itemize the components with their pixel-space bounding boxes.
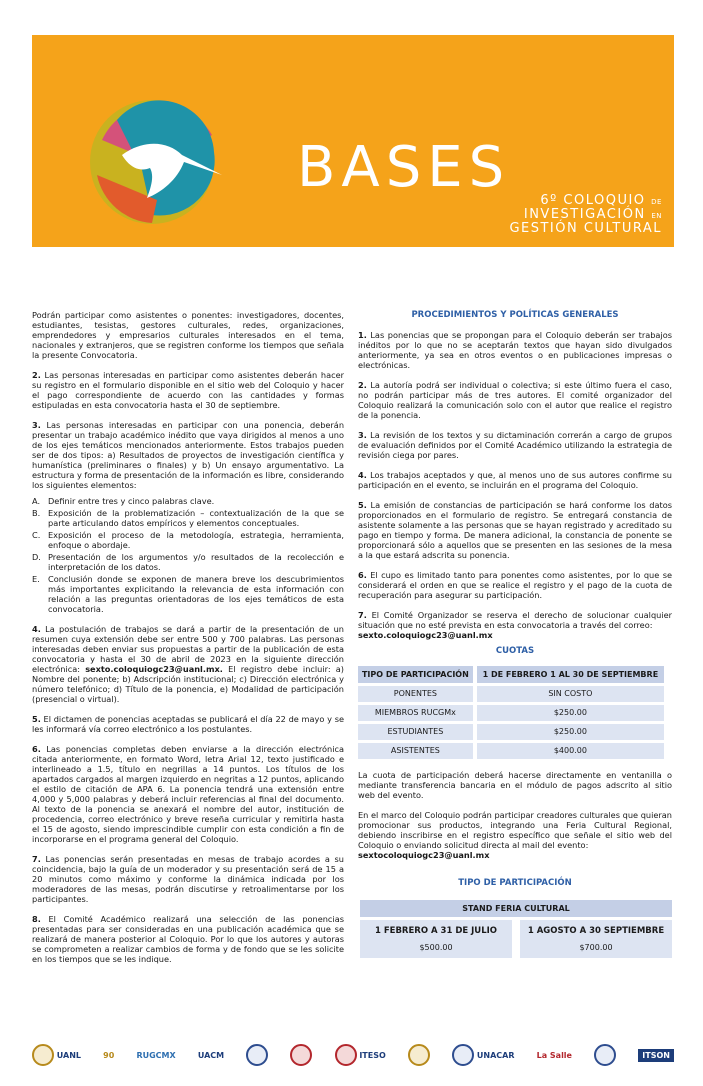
elements-list — [32, 496, 344, 614]
paragraph-8: 8. El Comité Académico realizará una selección de las ponencias presentadas para ser consideradas en una publicación académica que se realizará de manera posterior al Coloquio. Por lo que los autores y autoras se comprometen a realizar cambios de forma y de fondo que se les solicite en los tiempos que se les indique. — [32, 914, 344, 964]
email-link[interactable]: sexto.coloquiogc23@uanl.mx. — [85, 664, 223, 674]
list-item: D. Presentación de los argumentos y/o resultados de la recolección e interpretación de los datos. — [32, 552, 344, 572]
coloquio-line-1: 6º COLOQUIO DE — [540, 193, 662, 208]
list-item: B. Exposición de la problematización – contextualización de la que se parte articulando datos empíricos y elementos conceptuales. — [32, 508, 344, 528]
rule-7: 7. El Comité Organizador se reserva el derecho de solucionar cualquier situación que no esté prevista en esta convocatoria a través del correo: sexto.coloquiogc23@uanl.mx — [358, 610, 673, 640]
fair-paragraph: En el marco del Coloquio podrán participar creadores culturales que quieran promocionar sus productos, integrando una Feria Cultural Regional, debiendo inscribirse en el registro específico que señale el sitio web del Coloquio o enviando solicitud directa al mail del evento: sextocoloquiogc23@uanl.mx — [358, 810, 672, 860]
rugcmx-logo: RUGCMX — [136, 1050, 176, 1060]
lasalle-logo: La Salle — [536, 1050, 572, 1060]
red-seal-logo — [290, 1044, 312, 1066]
list-item: A. Definir entre tres y cinco palabras clave. — [32, 496, 215, 506]
rule-4: 4. Los trabajos aceptados y que, al menos uno de sus autores confirme su participación en el evento, se incluirán en el programa del Coloquio. — [358, 470, 672, 490]
gold-seal-logo — [408, 1044, 430, 1066]
itson-logo: ITSON — [638, 1049, 674, 1062]
payment-paragraph: La cuota de participación deberá hacerse directamente en ventanilla o mediante transferencia bancaria en el módulo de pagos adscrito al sitio web del evento. — [358, 770, 672, 800]
rule-6: 6. El cupo es limitado tanto para ponentes como asistentes, por lo que se considerará el orden en que se realice el registro y el pago de la cuota de recuperación para asegurar su participación. — [358, 570, 672, 600]
rule-5: 5. La emisión de constancias de participación se hará conforme los datos proporcionados en el formulario de registro. Se entregará constancia de asistente solamente a las personas que se hayan registrado y acreditado su pago en tiempo y forma. De manera adicional, la constancia de ponente se proporcionará sólo a aquellos que se presenten en las sesiones de la mesa a la que estará adscrita su ponencia. — [358, 500, 672, 560]
table-row: ASISTENTES $400.00 — [358, 743, 664, 759]
rule-1: 1. Las ponencias que se propongan para el Coloquio deberán ser trabajos inéditos por lo que no se aceptarán textos que hayan sido divulgados anteriormente, ya sea en otros eventos o en publicaciones impresas o electrónicas. — [358, 330, 672, 370]
unacar-logo: UNACAR — [452, 1044, 514, 1066]
page-title: BASES — [297, 135, 511, 200]
paragraph-3: 3. Las personas interesadas en participar con una ponencia, deberán presentar un trabajo académico inédito que vaya dirigidos al menos a uno de los ejes temáticos mencionados anteriormente. Estos trabajos pueden ser de dos tipos: a) Resultados de proyectos de investigación científica y humanística (preliminares o finales) y b) Un ensayo argumentativo. La estructura y forma de presentación de la información es libre, considerando los siguientes elementos: — [32, 420, 345, 490]
rule-3: 3. La revisión de los textos y su dictaminación correrán a cargo de grupos de evaluación definidos por el Comité Académico utilizando la estrategia de revisión ciega por pares. — [358, 430, 672, 460]
paragraph-5: 5. El dictamen de ponencias aceptadas se publicará el día 22 de mayo y se les informará vía correo electrónico a los postulantes. — [32, 714, 344, 734]
stand-table — [360, 900, 672, 958]
table-row: ESTUDIANTES $250.00 — [358, 724, 664, 740]
paragraph-2: 2. Las personas interesadas en participar como asistentes deberán hacer su registro en el formulario disponible en el sitio web del Coloquio y hacer el pago correspondiente de acuerdo con las cantidades y formas estipuladas en esta convocatoria hasta el 30 de septiembre. — [32, 370, 345, 410]
coloquio-line-3: GESTIÓN CULTURAL — [509, 221, 662, 236]
hummingbird-logo — [82, 80, 232, 230]
header-banner — [32, 35, 674, 247]
paragraph-7: 7. Las ponencias serán presentadas en mesas de trabajo acordes a su coincidencia, bajo la guía de un moderador y su presentación será de 15 a 20 minutos como máximo y conforme la dinámica indicada por los moderadores de las mesas, podrán discutirse y retroalimentarse por los participantes. — [32, 854, 344, 904]
coloquio-line-2: INVESTIGACIÓN EN — [523, 207, 662, 222]
iteso-logo: ITESO — [335, 1044, 386, 1066]
paragraph-1: Podrán participar como asistentes o ponentes: investigadores, docentes, estudiantes, tesistas, gestores culturales, redes, organizaciones, emprendedores y empresarios culturales interesados en el tema, nacionales y extranjeros, que se registren conforme los tiempos que señala la presente Convocatoria. — [32, 310, 344, 360]
paragraph-6: 6. Las ponencias completas deben enviarse a la dirección electrónica citada anteriormente, en formato Word, letra Arial 12, texto justificado e interlineado a 1.5, título en negrillas a 14 puntos. Los títulos de los apartados cargados al margen izquierdo en negritas a 12 puntos, aplicando el estilo de citación de APA 6. La ponencia tendrá una extensión entre 4,000 y 5,000 palabras y deberá incluir referencias al final del documento. Al texto de la ponencia se anexará el nombre del autor, institución de procedencia, correo electrónico y breve reseña curricular y remitirla hasta el 15 de agosto, siendo imprescindible cumplir con esta condición a fin de incorporarse en el programa general del Coloquio. — [32, 744, 344, 844]
stand-cell: 1 FEBRERO A 31 DE JULIO $500.00 — [360, 920, 512, 958]
list-item: C. Exposición el proceso de la metodología, estrategia, herramienta, enfoque o abordaje. — [32, 530, 344, 550]
table-header: TIPO DE PARTICIPACIÓN 1 DE FEBRERO 1 AL 30 DE SEPTIEMBRE — [358, 666, 664, 683]
left-column — [32, 310, 344, 974]
uacm-logo: UACM — [197, 1050, 225, 1060]
procedures-title: PROCEDIMIENTOS Y POLÍTICAS GENERALES — [411, 310, 619, 320]
cuotas-title: CUOTAS — [495, 646, 535, 656]
right-column — [358, 310, 672, 958]
email-link[interactable]: sextocoloquiogc23@uanl.mx — [358, 850, 490, 860]
table-row: MIEMBROS RUCGMx $250.00 — [358, 705, 664, 721]
paragraph-4: 4. La postulación de trabajos se dará a partir de la presentación de un resumen cuya extensión debe ser entre 500 y 700 palabras. Las personas interesadas deben enviar sus propuestas a partir de la publicación de esta convocatoria y hasta el 30 de abril de 2023 en la siguiente dirección electrónica: sexto.coloquiogc23@uanl.mx. El registro debe incluir: a) Nombre del ponente; b) Adscripción institucional; c) Dirección electrónica y número telefónico; d) Título de la ponencia, e) Modalidad de participación (presencial o virtual). — [32, 624, 344, 704]
list-item: E. Conclusión donde se exponen de manera breve los descubrimientos más importantes explicitando la relevancia de esta información con relación a las preguntas orientadoras de los ejes temáticos de esta convocatoria. — [32, 574, 344, 614]
table-row: PONENTES SIN COSTO — [358, 686, 664, 702]
cuotas-table — [354, 663, 668, 762]
email-link[interactable]: sexto.coloquiogc23@uanl.mx — [358, 630, 493, 640]
stand-header: STAND FERIA CULTURAL — [360, 900, 672, 917]
crest-logo — [246, 1044, 268, 1066]
participation-type-title: TIPO DE PARTICIPACIÓN — [458, 878, 572, 888]
sponsor-logos — [32, 1040, 674, 1070]
rule-2: 2. La autoría podrá ser individual o colectiva; si este último fuera el caso, no podrán participar más de tres autores. El comité organizador del Coloquio realizará la comunicación solo con el autor que realice el registro de la ponencia. — [358, 380, 672, 420]
stand-cell: 1 AGOSTO A 30 SEPTIEMBRE $700.00 — [520, 920, 672, 958]
uanl-logo: UANL — [32, 1044, 81, 1066]
anniversary-logo: 90 — [103, 1050, 115, 1060]
seal-logo — [594, 1044, 616, 1066]
